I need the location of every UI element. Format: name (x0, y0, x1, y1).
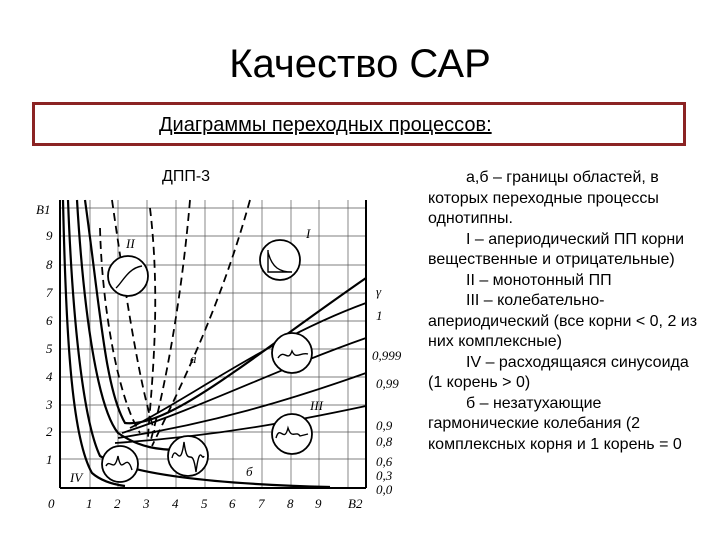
y-tick-5: 5 (46, 341, 53, 356)
boundary-a-curve (85, 200, 366, 423)
right-scale-03: 0,3 (376, 468, 393, 483)
right-scale-gamma: γ (376, 284, 382, 299)
x-tick-7: 7 (258, 496, 265, 511)
y-tick-1: 1 (46, 452, 53, 467)
y-tick-9: 9 (46, 228, 53, 243)
region-label-II: II (126, 236, 135, 251)
x-tick-4: 4 (172, 496, 179, 511)
x-tick-6: 6 (229, 496, 236, 511)
right-scale-099: 0,99 (376, 376, 399, 391)
right-scale-0999: 0,999 (372, 348, 402, 363)
x-tick-3: 3 (143, 496, 150, 511)
legend-description (428, 168, 703, 455)
desc-undamped: б – незатухающие гармонические колебания (2 комплексных корня и 1 корень = 0 (428, 394, 682, 453)
x-tick-1: 1 (86, 496, 93, 511)
diagram-svg (30, 188, 422, 518)
x-axis-label: B2 (348, 496, 363, 511)
slide-subtitle: Диаграммы переходных процессов: (159, 114, 492, 136)
right-scale-08: 0,8 (376, 434, 393, 449)
family-curves (115, 303, 366, 443)
desc-oscillatory-aperiodic: III – колебательно-апериодический (все корни < 0, 2 из них комплексные) (428, 292, 698, 350)
y-tick-7: 7 (46, 285, 53, 300)
y-tick-3: 3 (46, 397, 53, 412)
grid (60, 200, 366, 488)
desc-divergent: IV – расходящаяся синусоида (1 корень > 0) (428, 353, 689, 391)
inset-circles (102, 240, 312, 482)
inset-III-circle-top (272, 333, 312, 373)
slide-title: Качество САР (229, 42, 491, 86)
region-label-IV: IV (70, 470, 83, 485)
desc-boundaries: а,б – границы областей, в которых переходные процессы однотипны. (428, 169, 659, 227)
right-scale-00: 0,0 (376, 482, 393, 497)
y-tick-6: 6 (46, 313, 53, 328)
desc-monotone: II – монотонный ПП (466, 271, 612, 289)
y-axis-label: B1 (36, 202, 51, 217)
desc-aperiodic: I – апериодический ПП корни вещественные и отрицательные) (428, 230, 685, 268)
curve-label-b: б (246, 464, 253, 479)
right-scale-06: 0,6 (376, 454, 393, 469)
x-tick-5: 5 (201, 496, 208, 511)
region-label-I: I (306, 226, 311, 241)
diagram-label: ДПП-3 (162, 168, 211, 185)
right-scale-1: 1 (376, 308, 383, 323)
inset-II-circle (108, 256, 148, 296)
boundary-curves (63, 200, 366, 487)
region-label-III: III (310, 398, 323, 413)
inset-I-circle (260, 240, 300, 280)
y-tick-4: 4 (46, 369, 53, 384)
curve-label-a: a (190, 351, 197, 366)
x-tick-8: 8 (287, 496, 294, 511)
subtitle-frame (32, 102, 686, 146)
x-tick-9: 9 (315, 496, 322, 511)
origin-label: 0 (48, 496, 55, 511)
axes (60, 200, 366, 488)
right-scale-09: 0,9 (376, 418, 393, 433)
y-tick-2: 2 (46, 424, 53, 439)
x-tick-2: 2 (114, 496, 121, 511)
y-tick-8: 8 (46, 257, 53, 272)
transient-process-diagram (30, 188, 422, 518)
